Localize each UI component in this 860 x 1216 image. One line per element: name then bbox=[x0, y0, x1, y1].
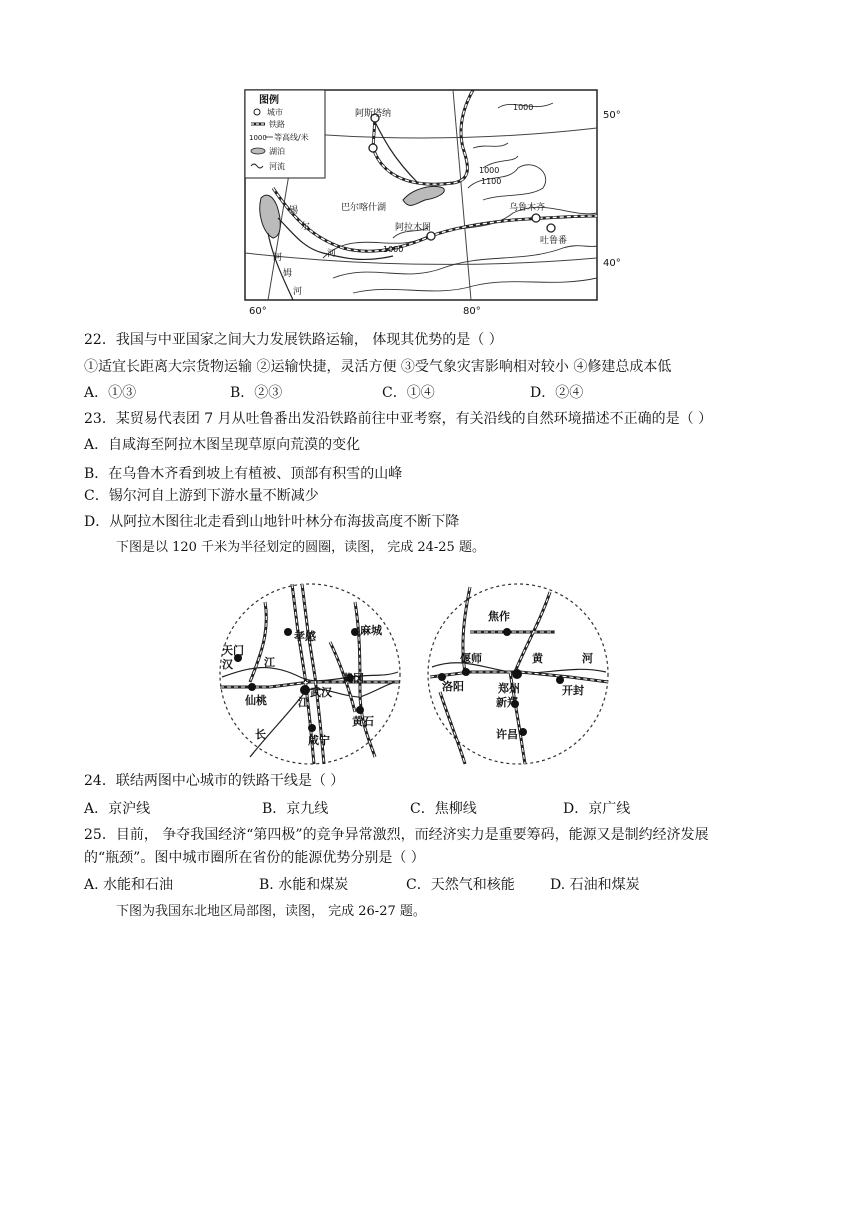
svg-text:吐鲁番: 吐鲁番 bbox=[540, 236, 568, 246]
q22-option-c: C．①④ bbox=[382, 385, 435, 401]
svg-text:开封: 开封 bbox=[562, 684, 584, 697]
city-circle-maps bbox=[210, 582, 630, 772]
svg-text:城市: 城市 bbox=[267, 108, 283, 117]
intro-24-25: 下图是以 120 千米为半径划定的圆圈，读图， 完成 24-25 题。 bbox=[116, 540, 485, 555]
svg-text:黄: 黄 bbox=[532, 652, 543, 665]
svg-text:乌鲁木齐: 乌鲁木齐 bbox=[509, 203, 546, 213]
svg-text:汉: 汉 bbox=[222, 658, 233, 671]
svg-text:孝感: 孝感 bbox=[294, 630, 316, 643]
q22-option-a: A．①③ bbox=[84, 385, 137, 401]
svg-text:河: 河 bbox=[327, 249, 337, 259]
q23-option-c: C．锡尔河自上游到下游水量不断减少 bbox=[84, 488, 319, 504]
svg-text:咸宁: 咸宁 bbox=[308, 734, 330, 747]
q25-option-c: C．天然气和核能 bbox=[406, 877, 515, 893]
q23-option-b: B．在乌鲁木齐看到坡上有植被、顶部有积雪的山峰 bbox=[84, 466, 403, 482]
svg-text:河流: 河流 bbox=[269, 162, 285, 171]
svg-text:阿拉木图: 阿拉木图 bbox=[395, 223, 432, 233]
q25-option-a: A. 水能和石油 bbox=[84, 877, 174, 893]
wuhan-circle bbox=[220, 584, 400, 764]
q24-option-b: B．京九线 bbox=[262, 801, 329, 817]
svg-text:阿斯塔纳: 阿斯塔纳 bbox=[355, 109, 392, 119]
svg-text:铁路: 铁路 bbox=[269, 120, 285, 129]
svg-text:武汉: 武汉 bbox=[310, 686, 332, 699]
q25-stem-line2: 的“瓶颈”。图中城市圈所在省份的能源优势分别是（ ） bbox=[84, 850, 425, 866]
svg-text:焦作: 焦作 bbox=[488, 610, 510, 623]
svg-text:40°: 40° bbox=[603, 258, 621, 269]
svg-text:偃师: 偃师 bbox=[460, 652, 482, 665]
svg-text:50°: 50° bbox=[603, 110, 621, 121]
svg-text:新郑: 新郑 bbox=[496, 696, 518, 709]
svg-text:长: 长 bbox=[255, 728, 266, 741]
central-asia-map bbox=[243, 88, 643, 318]
svg-text:1000: 1000 bbox=[513, 103, 534, 112]
svg-text:天门: 天门 bbox=[222, 644, 244, 657]
q22-option-b: B．②③ bbox=[230, 385, 283, 401]
q24-option-d: D．京广线 bbox=[563, 801, 631, 817]
q25-option-d: D. 石油和煤炭 bbox=[550, 877, 640, 893]
intro-26-27: 下图为我国东北地区局部图，读图， 完成 26-27 题。 bbox=[116, 904, 426, 919]
svg-text:郑州: 郑州 bbox=[498, 682, 520, 695]
q22-items: ①适宜长距离大宗货物运输 ②运输快捷，灵活方便 ③受气象灾害影响相对较小 ④修建总成本低 bbox=[84, 359, 672, 375]
svg-text:等高线/米: 等高线/米 bbox=[274, 133, 309, 142]
map1-legend bbox=[245, 90, 325, 178]
svg-text:姆: 姆 bbox=[283, 269, 293, 279]
svg-text:仙桃: 仙桃 bbox=[245, 694, 267, 707]
svg-text:河: 河 bbox=[293, 287, 303, 297]
svg-text:1000: 1000 bbox=[249, 134, 267, 142]
q23-option-d: D．从阿拉木图往北走看到山地针叶林分布海拔高度不断下降 bbox=[84, 514, 460, 530]
svg-text:洛阳: 洛阳 bbox=[442, 680, 464, 693]
svg-text:河: 河 bbox=[582, 652, 593, 665]
q24-option-c: C．焦柳线 bbox=[410, 801, 477, 817]
svg-text:黄石: 黄石 bbox=[352, 715, 374, 728]
svg-text:黄冈: 黄冈 bbox=[342, 672, 364, 685]
svg-text:许昌: 许昌 bbox=[496, 728, 518, 741]
q22-option-d: D．②④ bbox=[530, 385, 584, 401]
svg-text:锡: 锡 bbox=[289, 206, 299, 216]
svg-text:1000: 1000 bbox=[383, 245, 404, 254]
q25-option-b: B. 水能和煤炭 bbox=[259, 877, 349, 893]
q25-stem-line1: 25．目前， 争夺我国经济“第四极”的竞争异常激烈，而经济实力是重要筹码，能源又是制约经济发展 bbox=[84, 827, 709, 843]
svg-text:江: 江 bbox=[264, 656, 275, 669]
zhengzhou-circle bbox=[428, 584, 608, 764]
svg-text:60°: 60° bbox=[249, 306, 267, 317]
q22-stem: 22．我国与中亚国家之间大力发展铁路运输， 体现其优势的是（ ） bbox=[84, 332, 503, 348]
svg-text:80°: 80° bbox=[463, 306, 481, 317]
q24-stem: 24．联结两图中心城市的铁路干线是（ ） bbox=[84, 773, 345, 789]
svg-text:1000: 1000 bbox=[479, 166, 500, 175]
svg-text:麻城: 麻城 bbox=[360, 624, 382, 637]
q23-option-a: A．自咸海至阿拉木图呈现草原向荒漠的变化 bbox=[84, 437, 361, 453]
svg-text:湖泊: 湖泊 bbox=[269, 147, 285, 156]
q24-option-a: A．京沪线 bbox=[84, 801, 151, 817]
svg-text:江: 江 bbox=[298, 696, 309, 709]
svg-text:阿: 阿 bbox=[273, 253, 283, 263]
svg-text:图例: 图例 bbox=[259, 95, 279, 106]
svg-text:1100: 1100 bbox=[481, 177, 502, 186]
q23-stem: 23．某贸易代表团 7 月从吐鲁番出发沿铁路前往中亚考察，有关沿线的自然环境描述不正确的是（ ） bbox=[84, 411, 713, 427]
svg-text:尔: 尔 bbox=[301, 222, 311, 232]
svg-text:巴尔喀什湖: 巴尔喀什湖 bbox=[341, 203, 387, 213]
